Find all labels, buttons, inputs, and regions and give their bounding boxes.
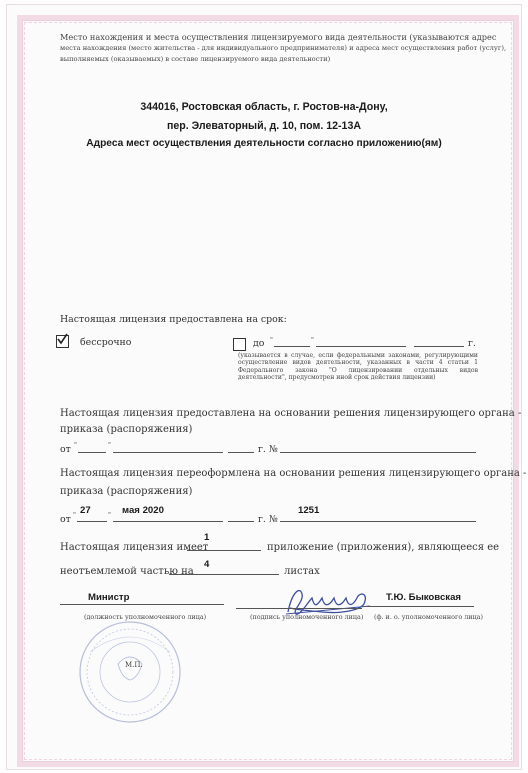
basis-number-field <box>280 452 476 453</box>
basis-year-field <box>228 452 254 453</box>
appendix-sheets-field <box>169 574 279 575</box>
header-line-2: места нахождения (место жительства - для индивидуального предпринимателя) и адреса мест осуществления работ (услуг), <box>60 44 507 52</box>
reissue-from-label: от <box>60 514 71 525</box>
term-note: (указывается в случае, если федеральными законами, регулирующими осуществление видов деятельности, указанных в части 4 статьи 1 Федерального закона "О лицензировании отдельных видов деятельности", предусмотрен иной срок действия лицензии) <box>238 352 478 382</box>
basis-quote-close: " <box>108 441 111 449</box>
reissue-year-suffix: г. № <box>258 514 278 525</box>
until-checkbox <box>233 338 246 351</box>
position-value: Министр <box>88 592 130 603</box>
unlimited-label: бессрочно <box>80 337 132 348</box>
appendix-sheets: 4 <box>204 559 210 570</box>
reissue-quote-open: " <box>73 511 76 519</box>
signature-caption: (подпись уполномоченного лица) <box>250 613 364 621</box>
basis-quote-open: " <box>74 441 77 449</box>
unlimited-checkbox <box>56 335 69 348</box>
address-line-2: пер. Элеваторный, д. 10, пом. 12-13А <box>167 120 361 132</box>
until-quote-open: " <box>270 336 273 344</box>
basis-line-1: Настоящая лицензия предоставлена на основании решения лицензирующего органа - <box>60 408 522 419</box>
reissue-number-field <box>280 521 476 522</box>
address-line-1: 344016, Ростовская область, г. Ростов-на-Дону, <box>140 101 388 113</box>
position-line <box>60 604 224 605</box>
until-year-field <box>414 346 464 347</box>
appendix-line-1-prefix: Настоящая лицензия имеет <box>60 542 209 553</box>
official-stamp <box>70 614 200 724</box>
reissue-year-field <box>228 521 254 522</box>
until-quote-close: " <box>311 336 314 344</box>
checkmark-icon <box>56 333 69 346</box>
appendix-line-1-suffix: приложение (приложения), являющееся ее <box>267 542 500 553</box>
reissue-day: 27 <box>80 505 91 516</box>
appendix-count-field <box>187 550 261 551</box>
until-month-field <box>316 346 406 347</box>
basis-from-label: от <box>60 444 71 455</box>
appendix-count: 1 <box>204 532 210 543</box>
basis-year-suffix: г. № <box>258 444 278 455</box>
header-line-3: выполняемых (оказываемых) в составе лицензируемого вида деятельности) <box>60 55 331 63</box>
address-line-3: Адреса мест осуществления деятельности согласно приложению(ям) <box>86 138 442 149</box>
reissue-month-year: мая 2020 <box>122 505 164 516</box>
reissue-number: 1251 <box>298 505 320 516</box>
signature-line <box>236 608 362 609</box>
appendix-line-2-prefix: неотъемлемой частью на <box>60 566 194 577</box>
reissue-month-field <box>113 521 223 522</box>
until-year-suffix: г. <box>468 338 476 349</box>
name-line <box>364 606 474 607</box>
name-caption: (ф. и. о. уполномоченного лица) <box>374 613 483 621</box>
reissue-day-field <box>77 521 107 522</box>
reissue-line-1: Настоящая лицензия переоформлена на основании решения лицензирующего органа - <box>60 468 527 479</box>
basis-month-field <box>113 452 223 453</box>
reissue-quote-close: " <box>108 511 111 519</box>
reissue-line-2: приказа (распоряжения) <box>60 486 193 497</box>
appendix-line-2-suffix: листах <box>284 566 320 577</box>
name-value: Т.Ю. Быковская <box>386 592 462 603</box>
until-day-field <box>274 346 310 347</box>
stamp-label: М.П. <box>125 661 143 669</box>
until-prefix: до <box>253 338 265 349</box>
header-line-1: Место нахождения и места осуществления лицензируемого вида деятельности (указываются адрес <box>60 32 497 42</box>
position-caption: (должность уполномоченного лица) <box>84 613 207 621</box>
term-heading: Настоящая лицензия предоставлена на срок: <box>60 314 287 325</box>
basis-line-2: приказа (распоряжения) <box>60 424 193 435</box>
basis-day-field <box>78 452 106 453</box>
